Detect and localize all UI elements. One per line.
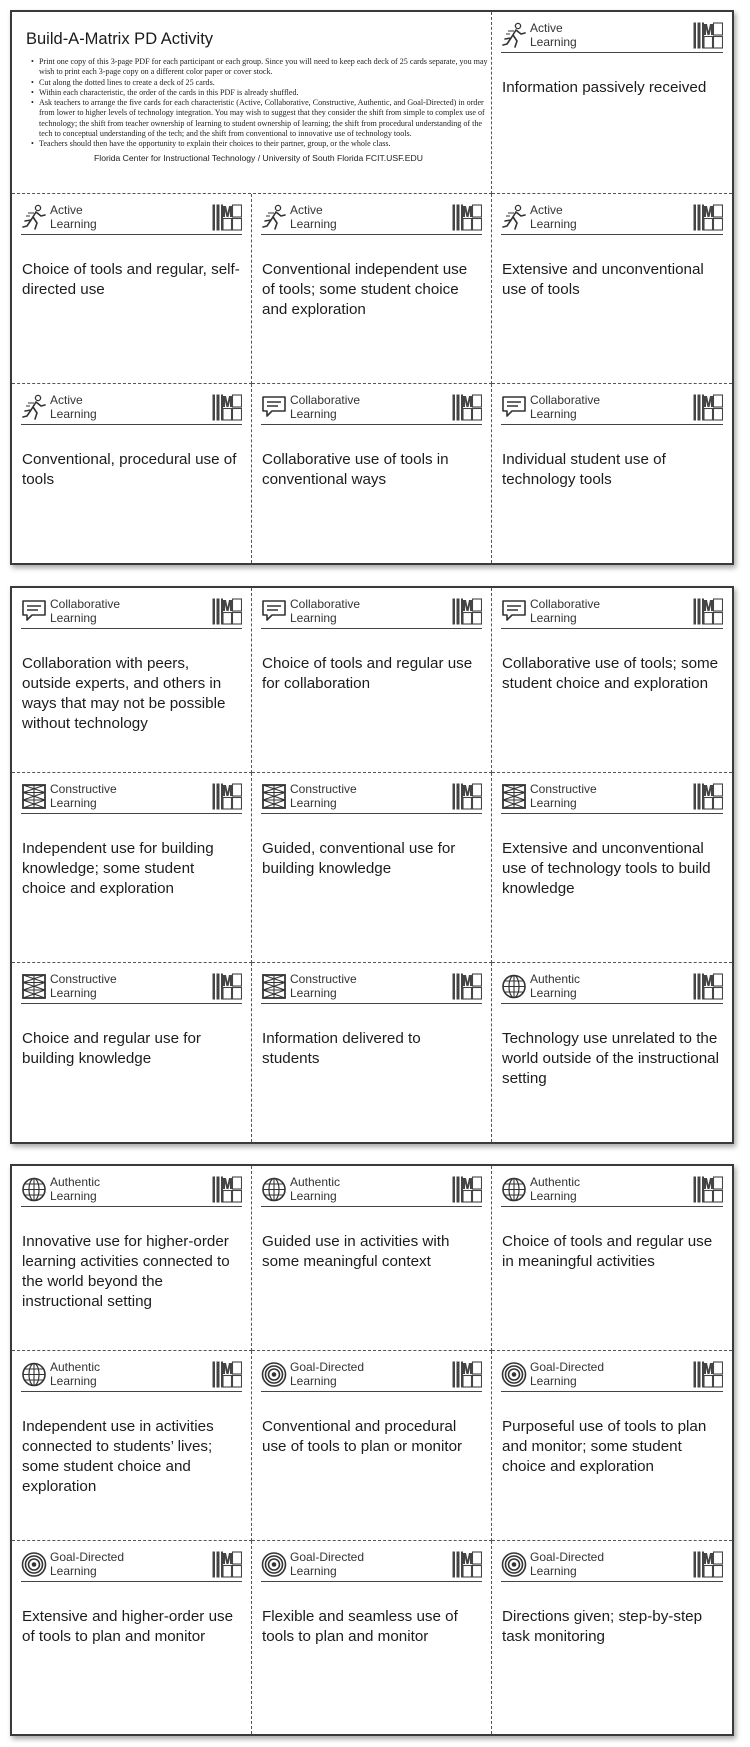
- card: [12, 1166, 252, 1351]
- tim-logo-icon: [693, 1176, 723, 1203]
- activity-page-1: [10, 10, 734, 565]
- card-header: [21, 598, 242, 629]
- globe-icon: [21, 1361, 47, 1388]
- category-label: Authentic Learning: [530, 1175, 581, 1203]
- target-icon: [261, 1361, 287, 1388]
- card-header: [21, 973, 242, 1004]
- tim-logo-icon: [452, 1176, 482, 1203]
- category-label: Goal-Directed Learning: [290, 1360, 365, 1388]
- intro-bullet: • Within each characteristic, the order of the cards in this PDF is already shuffled.: [33, 88, 491, 98]
- tim-logo-icon: [693, 1551, 723, 1578]
- card-text: Information passively received: [502, 79, 707, 96]
- tim-logo-icon: [693, 204, 723, 231]
- card: [252, 963, 492, 1142]
- category-label: Authentic Learning: [530, 972, 581, 1000]
- tim-logo-icon: [452, 1361, 482, 1388]
- category-label: Collaborative Learning: [50, 597, 121, 625]
- card-text: Collaborative use of tools in conventional ways: [262, 451, 449, 488]
- tim-logo-icon: [212, 204, 242, 231]
- chat-bubble-icon: [501, 394, 527, 421]
- card-header: [501, 783, 723, 814]
- card: [252, 384, 492, 563]
- category-label: Goal-Directed Learning: [530, 1360, 605, 1388]
- tim-logo-icon: [693, 973, 723, 1000]
- category-label: Active Learning: [50, 203, 97, 231]
- globe-icon: [501, 973, 527, 1000]
- card: [492, 588, 732, 773]
- card-header: [261, 783, 482, 814]
- card: [12, 194, 252, 384]
- tim-logo-icon: [452, 783, 482, 810]
- intro-panel: [12, 12, 492, 194]
- target-icon: [501, 1551, 527, 1578]
- category-label: Active Learning: [530, 21, 577, 49]
- card: [492, 1541, 732, 1734]
- card-text: Conventional independent use of tools; some student choice and exploration: [262, 261, 468, 318]
- intro-bullet: • Ask teachers to arrange the five cards for each characteristic (Active, Collaborative, Constructive, Authentic, and Goal-Directed) in order from lower to higher levels of technology integration. You may wish to suggest that they consider the shift from simple to complex use of technology; the shift from teacher ownership of learning to student ownership of learning; the shift from procedural understanding of the tech to conceptual understanding of the tech; and the shift from conventional to innovative use of technology tools.: [33, 98, 491, 139]
- card-text: Extensive and unconventional use of tools: [502, 261, 704, 298]
- category-label: Collaborative Learning: [530, 393, 601, 421]
- tim-logo-icon: [212, 783, 242, 810]
- card-header: [21, 783, 242, 814]
- category-label: Collaborative Learning: [290, 393, 361, 421]
- card-text: Information delivered to students: [262, 1030, 421, 1067]
- card-text: Conventional and procedural use of tools to plan or monitor: [262, 1418, 463, 1455]
- card: [252, 1541, 492, 1734]
- card-header: [261, 598, 482, 629]
- card-text: Choice and regular use for building knowledge: [22, 1030, 201, 1067]
- category-label: Constructive Learning: [530, 782, 597, 810]
- card-header: [261, 1361, 482, 1392]
- card-text: Choice of tools and regular use in meaningful activities: [502, 1233, 713, 1270]
- intro-bullet: • Print one copy of this 3-page PDF for each participant or each group. Since you will need to keep each deck of 25 cards separate, you may wish to print each 3-page copy on a different color paper or cover stock.: [33, 57, 491, 78]
- tim-logo-icon: [693, 394, 723, 421]
- tim-logo-icon: [212, 598, 242, 625]
- card-text: Technology use unrelated to the world outside of the instructional setting: [502, 1030, 719, 1087]
- card-header: [501, 598, 723, 629]
- card: [12, 588, 252, 773]
- card-header: [501, 973, 723, 1004]
- card-header: [261, 1551, 482, 1582]
- card: [492, 963, 732, 1142]
- activity-page-3: [10, 1164, 734, 1736]
- category-label: Constructive Learning: [290, 972, 357, 1000]
- tim-logo-icon: [452, 973, 482, 1000]
- category-label: Authentic Learning: [50, 1360, 101, 1388]
- tim-logo-icon: [212, 1361, 242, 1388]
- card-text: Innovative use for higher-order learning activities connected to the world beyond the instructional setting: [22, 1233, 230, 1310]
- card-text: Flexible and seamless use of tools to plan and monitor: [262, 1608, 458, 1645]
- card: [252, 194, 492, 384]
- scaffold-icon: [261, 973, 287, 1000]
- globe-icon: [261, 1176, 287, 1203]
- card-text: Individual student use of technology tools: [502, 451, 666, 488]
- target-icon: [21, 1551, 47, 1578]
- card-text: Extensive and higher-order use of tools to plan and monitor: [22, 1608, 234, 1645]
- category-label: Active Learning: [530, 203, 577, 231]
- target-icon: [501, 1361, 527, 1388]
- category-label: Authentic Learning: [50, 1175, 101, 1203]
- card-text: Conventional, procedural use of tools: [22, 451, 237, 488]
- chat-bubble-icon: [261, 598, 287, 625]
- card: [12, 1351, 252, 1541]
- card-header: [501, 1361, 723, 1392]
- category-label: Active Learning: [50, 393, 97, 421]
- card-header: [21, 204, 242, 235]
- scaffold-icon: [21, 973, 47, 1000]
- tim-logo-icon: [452, 1551, 482, 1578]
- globe-icon: [501, 1176, 527, 1203]
- target-icon: [261, 1551, 287, 1578]
- category-label: Goal-Directed Learning: [290, 1550, 365, 1578]
- category-label: Constructive Learning: [50, 782, 117, 810]
- card-header: [261, 973, 482, 1004]
- running-person-icon: [501, 204, 527, 231]
- card: [492, 1351, 732, 1541]
- card: [492, 194, 732, 384]
- card: [492, 384, 732, 563]
- card-header: [21, 1551, 242, 1582]
- category-label: Collaborative Learning: [290, 597, 361, 625]
- category-label: Collaborative Learning: [530, 597, 601, 625]
- card-text: Independent use for building knowledge; some student choice and exploration: [22, 840, 214, 897]
- category-label: Authentic Learning: [290, 1175, 341, 1203]
- chat-bubble-icon: [501, 598, 527, 625]
- tim-logo-icon: [212, 394, 242, 421]
- card-text: Purposeful use of tools to plan and monitor; some student choice and exploration: [502, 1418, 707, 1475]
- card-header: [501, 22, 723, 53]
- card: [12, 1541, 252, 1734]
- scaffold-icon: [261, 783, 287, 810]
- tim-logo-icon: [452, 394, 482, 421]
- running-person-icon: [501, 22, 527, 49]
- card: [492, 12, 732, 194]
- card-text: Independent use in activities connected to students’ lives; some student choice and exploration: [22, 1418, 214, 1495]
- running-person-icon: [21, 204, 47, 231]
- category-label: Goal-Directed Learning: [530, 1550, 605, 1578]
- card: [12, 773, 252, 963]
- chat-bubble-icon: [21, 598, 47, 625]
- card-text: Directions given; step-by-step task monitoring: [502, 1608, 703, 1645]
- tim-logo-icon: [693, 1361, 723, 1388]
- scaffold-icon: [21, 783, 47, 810]
- tim-logo-icon: [693, 783, 723, 810]
- card: [252, 1166, 492, 1351]
- intro-title: Build-A-Matrix PD Activity: [26, 30, 214, 48]
- intro-bullet: • Teachers should then have the opportunity to explain their choices to their partner, group, or the whole class.: [33, 139, 491, 149]
- chat-bubble-icon: [261, 394, 287, 421]
- card: [252, 588, 492, 773]
- card: [252, 1351, 492, 1541]
- tim-logo-icon: [212, 973, 242, 1000]
- card-header: [501, 1551, 723, 1582]
- card-header: [501, 1176, 723, 1207]
- tim-logo-icon: [452, 204, 482, 231]
- card-text: Collaborative use of tools; some student choice and exploration: [502, 655, 719, 692]
- card-header: [261, 204, 482, 235]
- card-header: [21, 394, 242, 425]
- activity-page-2: [10, 586, 734, 1144]
- card: [492, 1166, 732, 1351]
- category-label: Constructive Learning: [290, 782, 357, 810]
- card-header: [261, 1176, 482, 1207]
- card-text: Extensive and unconventional use of technology tools to build knowledge: [502, 840, 711, 897]
- card-header: [21, 1176, 242, 1207]
- running-person-icon: [21, 394, 47, 421]
- category-label: Goal-Directed Learning: [50, 1550, 125, 1578]
- tim-logo-icon: [693, 598, 723, 625]
- tim-logo-icon: [212, 1551, 242, 1578]
- intro-list: [26, 57, 491, 150]
- card-header: [21, 1361, 242, 1392]
- tim-logo-icon: [452, 598, 482, 625]
- card: [492, 773, 732, 963]
- globe-icon: [21, 1176, 47, 1203]
- running-person-icon: [261, 204, 287, 231]
- tim-logo-icon: [693, 22, 723, 49]
- card-text: Choice of tools and regular use for collaboration: [262, 655, 473, 692]
- card-header: [261, 394, 482, 425]
- card-header: [501, 394, 723, 425]
- card-header: [501, 204, 723, 235]
- category-label: Active Learning: [290, 203, 337, 231]
- card: [12, 963, 252, 1142]
- card: [252, 773, 492, 963]
- card-text: Choice of tools and regular, self-directed use: [22, 261, 240, 298]
- card-text: Guided, conventional use for building knowledge: [262, 840, 456, 877]
- intro-footer: Florida Center for Instructional Technology / University of South Florida FCIT.USF.EDU: [94, 152, 423, 163]
- intro-bullet: • Cut along the dotted lines to create a deck of 25 cards.: [33, 78, 491, 88]
- scaffold-icon: [501, 783, 527, 810]
- card-text: Guided use in activities with some meaningful context: [262, 1233, 450, 1270]
- card: [12, 384, 252, 563]
- category-label: Constructive Learning: [50, 972, 117, 1000]
- tim-logo-icon: [212, 1176, 242, 1203]
- card-text: Collaboration with peers, outside experts, and others in ways that may not be possible without technology: [22, 655, 226, 732]
